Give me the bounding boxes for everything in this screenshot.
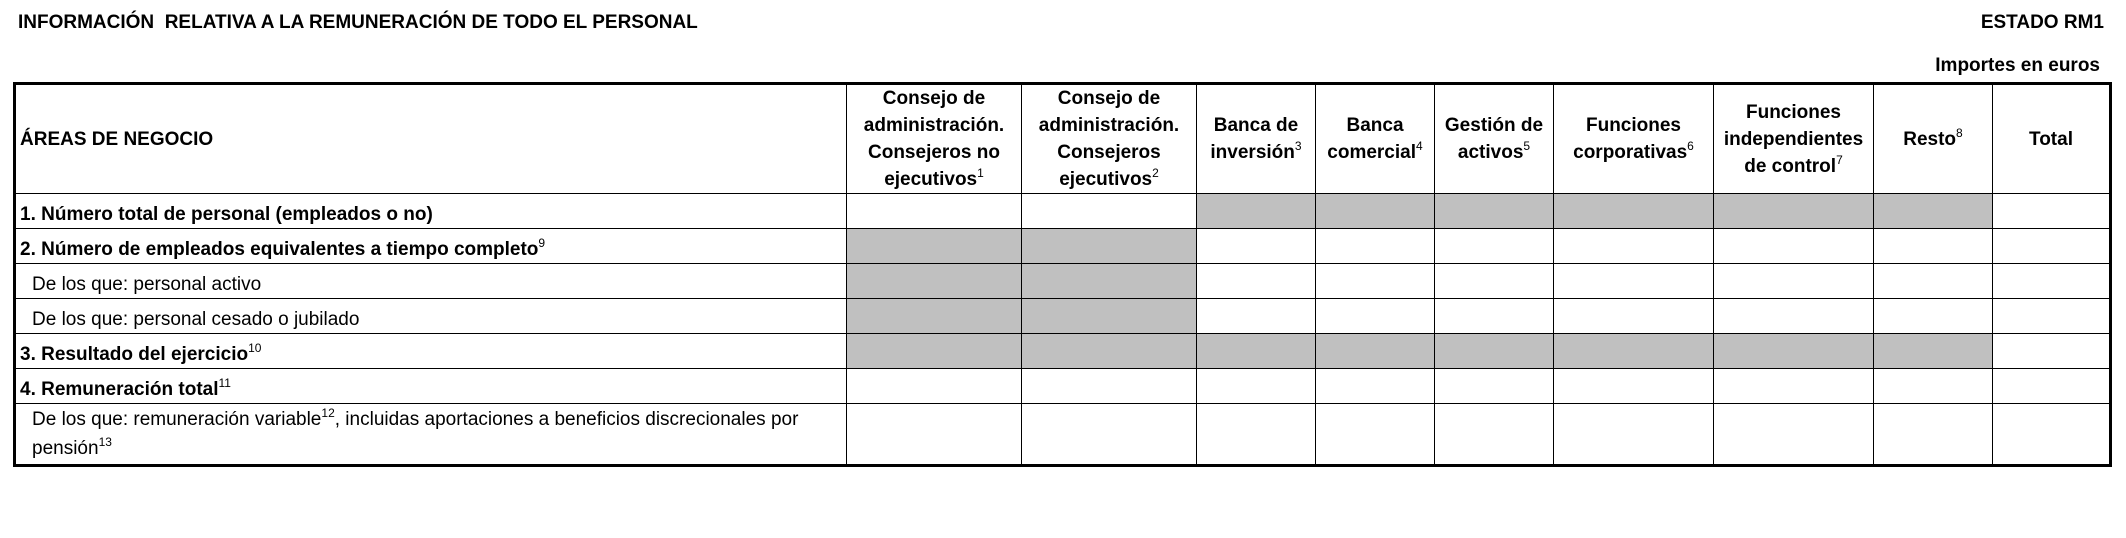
- column-header-label: Banca de inversión: [1210, 115, 1299, 163]
- footnote-marker: 2: [1152, 166, 1159, 180]
- data-cell[interactable]: [1993, 194, 2111, 229]
- shaded-cell: [1435, 334, 1554, 369]
- data-cell[interactable]: [1022, 404, 1197, 466]
- data-cell[interactable]: [1554, 264, 1714, 299]
- data-cell[interactable]: [1022, 369, 1197, 404]
- table-header-row: [15, 84, 2111, 194]
- row-label-text: 4. Remuneración total: [20, 379, 219, 400]
- data-cell[interactable]: [1554, 404, 1714, 466]
- shaded-cell: [1874, 334, 1993, 369]
- data-cell[interactable]: [847, 369, 1022, 404]
- column-header: [847, 84, 1022, 194]
- shaded-cell: [1435, 194, 1554, 229]
- footnote-marker: 8: [1956, 125, 1963, 140]
- column-header-label: Consejo de administración. Consejeros no ejecutivos: [863, 88, 1005, 190]
- data-cell[interactable]: [1435, 229, 1554, 264]
- column-header-label: Gestión de activos: [1444, 115, 1544, 163]
- data-cell[interactable]: [1316, 299, 1435, 334]
- data-cell[interactable]: [1993, 229, 2111, 264]
- data-cell[interactable]: [1197, 369, 1316, 404]
- row-label-text: 2. Número de empleados equivalentes a tiempo completo: [20, 239, 539, 260]
- column-header: [1022, 84, 1197, 194]
- table-row: [15, 404, 2111, 466]
- column-header-label: Consejo de administración. Consejeros ejecutivos: [1038, 88, 1180, 190]
- shaded-cell: [1197, 334, 1316, 369]
- data-cell[interactable]: [1993, 334, 2111, 369]
- table-row: [15, 299, 2111, 334]
- data-cell[interactable]: [1316, 229, 1435, 264]
- data-cell[interactable]: [1435, 299, 1554, 334]
- data-cell[interactable]: [1316, 264, 1435, 299]
- data-cell[interactable]: [1197, 404, 1316, 466]
- data-cell[interactable]: [1435, 404, 1554, 466]
- table-row: [15, 334, 2111, 369]
- row-label: [15, 334, 847, 369]
- shaded-cell: [1197, 194, 1316, 229]
- data-cell[interactable]: [1197, 299, 1316, 334]
- row-label: [15, 369, 847, 404]
- column-header: [1316, 84, 1435, 194]
- shaded-cell: [1022, 229, 1197, 264]
- data-cell[interactable]: [1993, 369, 2111, 404]
- data-cell[interactable]: [1874, 404, 1993, 466]
- data-cell[interactable]: [847, 404, 1022, 466]
- data-cell[interactable]: [1874, 229, 1993, 264]
- row-label: [15, 299, 847, 334]
- row-label: [15, 264, 847, 299]
- row-label-text: 1. Número total de personal (empleados o no): [20, 204, 433, 225]
- shaded-cell: [1554, 334, 1714, 369]
- column-header: [1197, 84, 1316, 194]
- column-header-label: Funciones corporativas: [1573, 115, 1688, 163]
- data-cell[interactable]: [1714, 404, 1874, 466]
- column-header: [1714, 84, 1874, 194]
- data-cell[interactable]: [847, 194, 1022, 229]
- footnote-marker: 13: [98, 435, 112, 449]
- data-cell[interactable]: [1435, 369, 1554, 404]
- data-cell[interactable]: [1993, 264, 2111, 299]
- row-label-text-continued: , incluidas aportaciones a beneficios discrecionales por pensión: [32, 409, 799, 459]
- data-cell[interactable]: [1993, 299, 2111, 334]
- data-cell[interactable]: [1554, 229, 1714, 264]
- table-row: [15, 194, 2111, 229]
- shaded-cell: [1022, 334, 1197, 369]
- shaded-cell: [847, 299, 1022, 334]
- footnote-marker: 4: [1416, 139, 1423, 153]
- business-areas-header: ÁREAS DE NEGOCIO: [15, 84, 847, 194]
- shaded-cell: [847, 264, 1022, 299]
- footnote-marker: 7: [1836, 152, 1843, 167]
- table-row: [15, 369, 2111, 404]
- row-label-text: De los que: personal cesado o jubilado: [32, 309, 360, 330]
- footnote-marker: 1: [977, 166, 984, 180]
- data-cell[interactable]: [1874, 264, 1993, 299]
- footnote-marker: 3: [1294, 139, 1302, 153]
- row-label-text: De los que: remuneración variable: [32, 409, 322, 430]
- form-code: ESTADO RM1: [1980, 12, 2104, 33]
- table-row: [15, 229, 2111, 264]
- data-cell[interactable]: [1554, 369, 1714, 404]
- data-cell[interactable]: [1197, 264, 1316, 299]
- data-cell[interactable]: [1435, 264, 1554, 299]
- data-cell[interactable]: [1714, 229, 1874, 264]
- column-header: [1993, 84, 2111, 194]
- column-header-label: Banca comercial: [1327, 115, 1417, 163]
- row-label-text: 3. Resultado del ejercicio: [20, 344, 249, 365]
- footnote-marker: 10: [248, 341, 262, 355]
- row-label: [15, 194, 847, 229]
- data-cell[interactable]: [1714, 299, 1874, 334]
- shaded-cell: [1874, 194, 1993, 229]
- data-cell[interactable]: [1554, 299, 1714, 334]
- column-header-label: Total: [2029, 128, 2073, 150]
- shaded-cell: [1022, 264, 1197, 299]
- footnote-marker: 6: [1687, 139, 1694, 153]
- table-row: [15, 264, 2111, 299]
- column-header-label: Resto: [1903, 128, 1957, 150]
- data-cell[interactable]: [1714, 264, 1874, 299]
- column-header: [1554, 84, 1714, 194]
- footnote-marker: 9: [538, 236, 546, 250]
- row-label-text: De los que: personal activo: [32, 274, 262, 295]
- column-header: [1435, 84, 1554, 194]
- shaded-cell: [1714, 334, 1874, 369]
- data-cell[interactable]: [1714, 369, 1874, 404]
- row-label: [15, 404, 847, 466]
- shaded-cell: [847, 334, 1022, 369]
- document-title: INFORMACIÓN RELATIVA A LA REMUNERACIÓN DE TODO EL PERSONAL: [18, 12, 698, 33]
- footnote-marker: 5: [1523, 139, 1531, 153]
- row-label: [15, 229, 847, 264]
- shaded-cell: [1554, 194, 1714, 229]
- data-cell[interactable]: [1874, 299, 1993, 334]
- data-cell[interactable]: [1316, 369, 1435, 404]
- shaded-cell: [1316, 194, 1435, 229]
- column-header-label: Funciones independientes de control: [1723, 101, 1864, 177]
- shaded-cell: [1714, 194, 1874, 229]
- column-header: [1874, 84, 1993, 194]
- data-cell[interactable]: [1316, 404, 1435, 466]
- data-cell[interactable]: [1993, 404, 2111, 466]
- remuneration-table: [13, 82, 2112, 467]
- footnote-marker: 11: [218, 376, 231, 390]
- data-cell[interactable]: [1197, 229, 1316, 264]
- footnote-marker: 12: [321, 406, 335, 420]
- shaded-cell: [847, 229, 1022, 264]
- shaded-cell: [1022, 299, 1197, 334]
- data-cell[interactable]: [1874, 369, 1993, 404]
- currency-units-note: Importes en euros: [1935, 55, 2100, 76]
- shaded-cell: [1316, 334, 1435, 369]
- data-cell[interactable]: [1022, 194, 1197, 229]
